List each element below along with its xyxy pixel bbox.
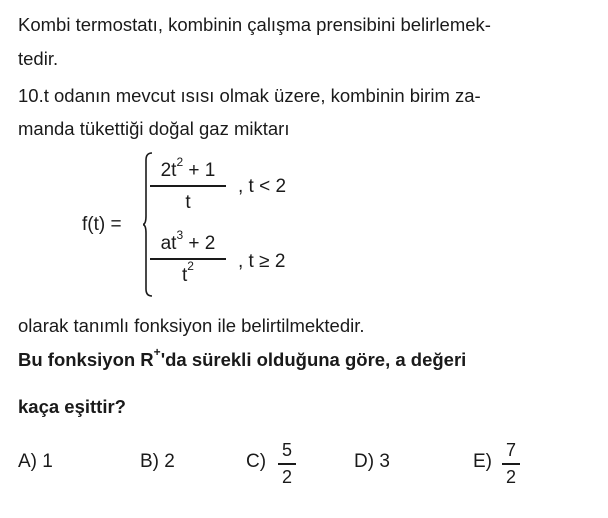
piece1-numerator: $2t^2 + 1$ [160,154,216,181]
statement: olarak tanımlı fonksiyon ile belirtilmektedir. [18,315,365,336]
function-lhs: f(t) = [82,214,122,235]
piece1-condition: , t < 2 [238,176,287,197]
intro-line-1: Kombi termostatı, kombinin çalışma prensibini belirlemek- [18,14,491,35]
question-line-2: kaça eşittir? [18,396,126,417]
intro-line-4: manda tükettiği doğal gaz miktarı [18,118,290,139]
option-c-fraction[interactable]: 5 2 [278,440,296,488]
option-c[interactable]: C) [246,451,267,472]
intro-line-3: 10.t odanın mevcut ısısı olmak üzere, kombinin birim za- [18,85,481,106]
piece2-condition: , t ≥ 2 [238,251,286,272]
intro-line-2: tedir. [18,48,59,69]
piece2-fraction [150,227,226,287]
option-b[interactable]: B) 2 [140,451,175,472]
piece2-numerator: $at^3 + 2$ [160,227,216,254]
option-a[interactable]: A) 1 [18,451,53,472]
piece2-denominator: $t^2$ [182,259,194,286]
option-e[interactable]: E) [473,451,492,472]
option-d[interactable]: D) 3 [354,451,390,472]
question-line-1: Bu fonksiyon R+'da sürekli olduğuna göre, a değeri [18,344,467,370]
piece1-denominator: t [185,191,191,213]
option-e-fraction[interactable]: 7 2 [502,440,520,488]
piece1-fraction [150,154,226,214]
